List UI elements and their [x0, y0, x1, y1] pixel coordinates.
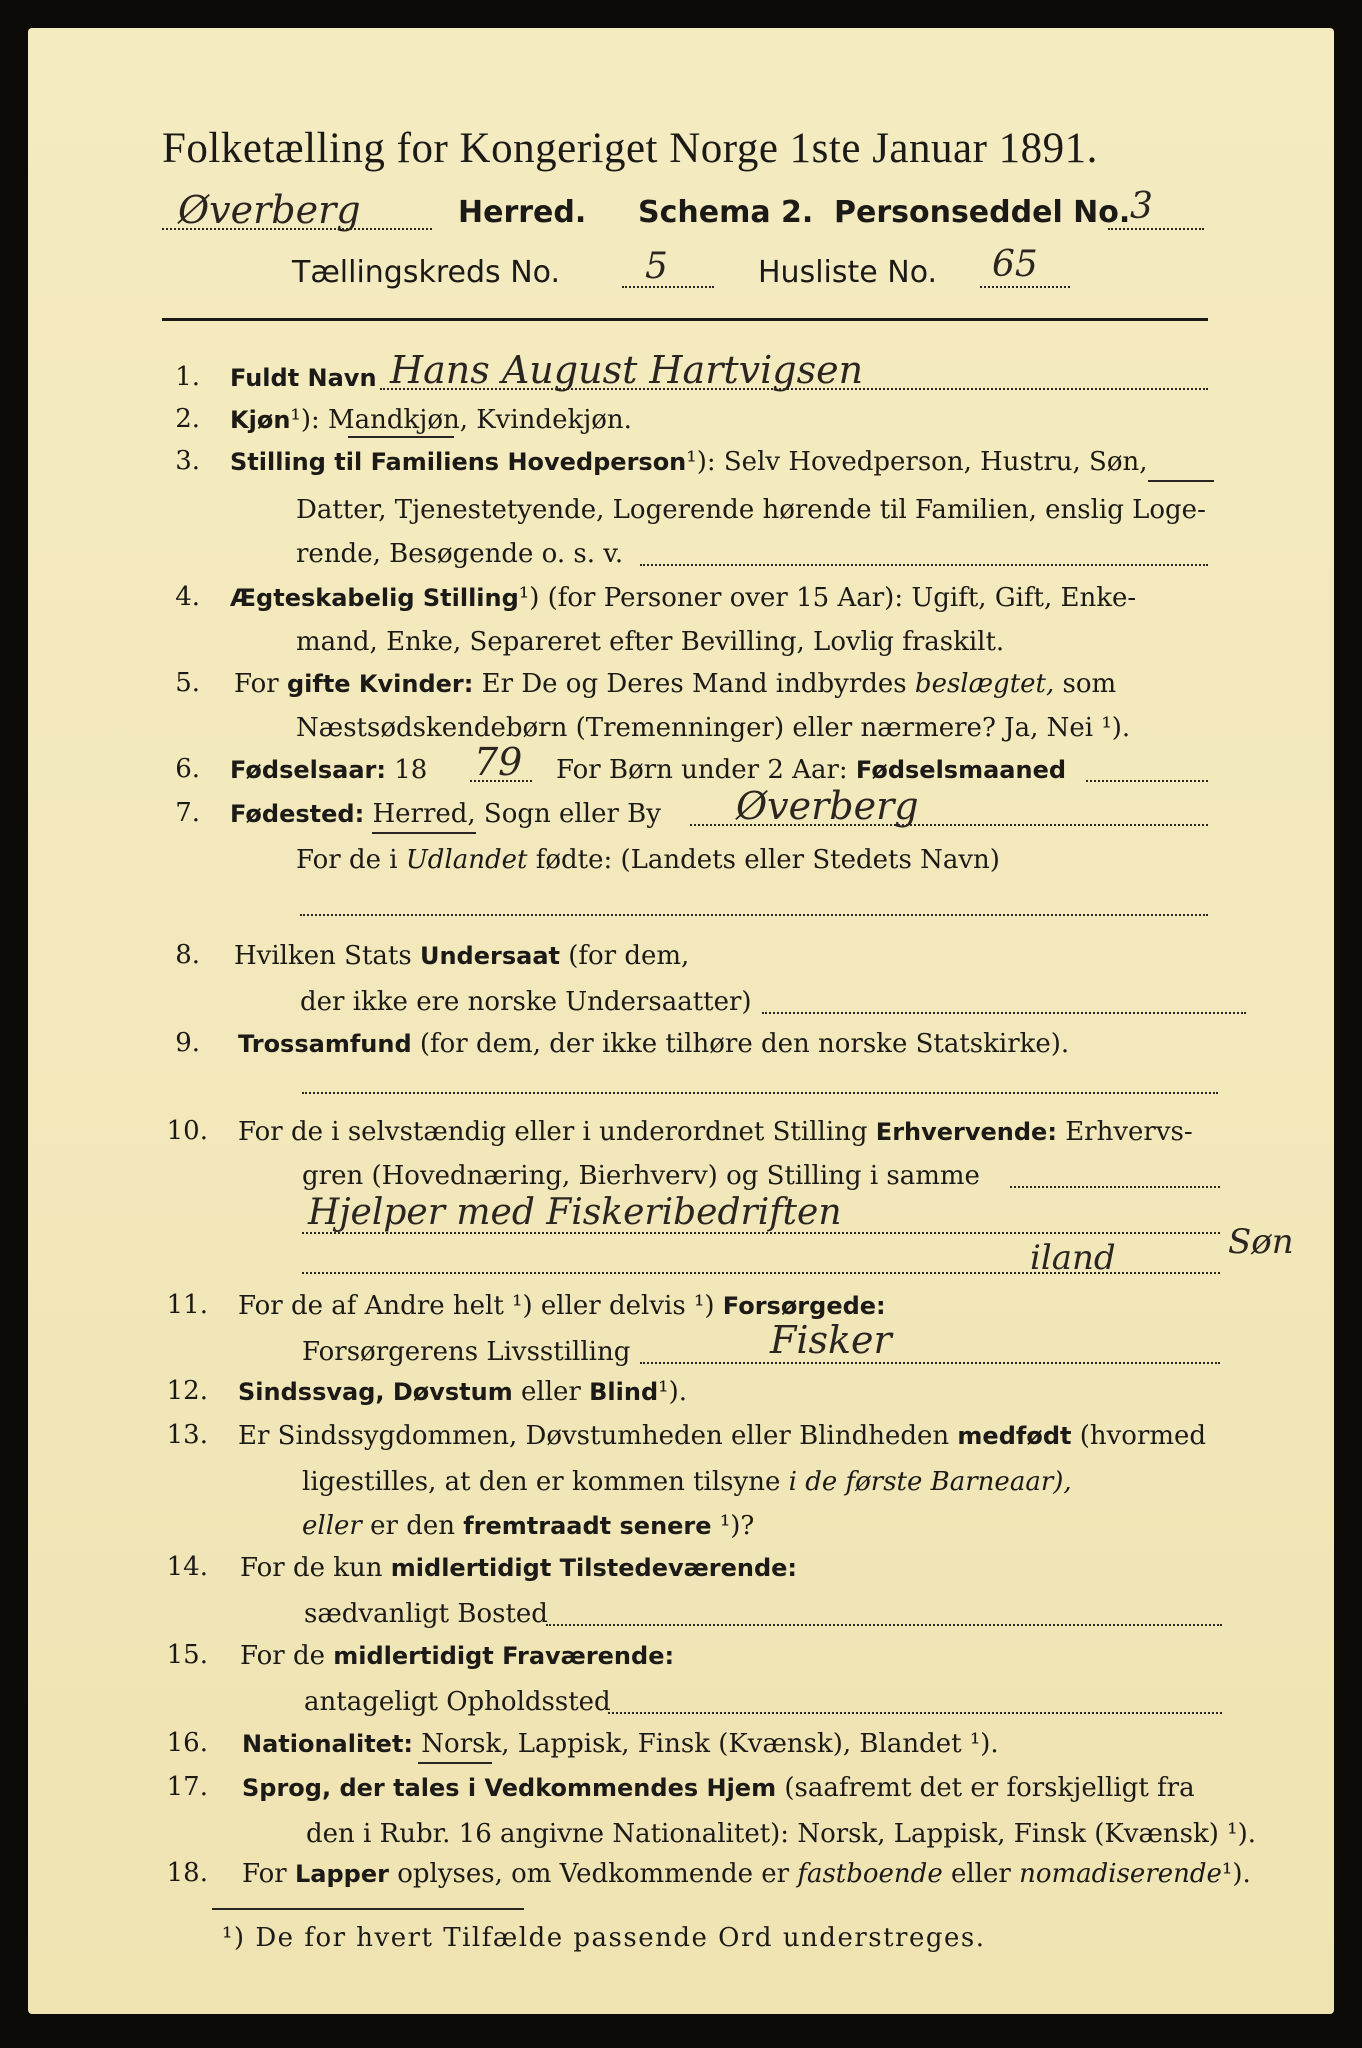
q10-row [238, 1112, 1193, 1152]
q12-label: Sindssvag, Døvstum [238, 1378, 513, 1406]
q7-row [230, 794, 661, 834]
q10-dotted-line-2 [302, 1232, 1220, 1234]
q16-label: Nationalitet: [242, 1730, 414, 1758]
q11-label: Forsørgede: [722, 1292, 886, 1320]
q3-number: 3. [175, 446, 200, 476]
header-rule [162, 318, 1208, 321]
q17-number: 17. [166, 1772, 208, 1802]
q7-text2-italic: Udlandet [405, 845, 528, 875]
q1-row [230, 358, 377, 398]
q13-text2: ligestilles, at den er kommen tilsyne [302, 1467, 781, 1497]
q14-text-line2: sædvanligt Bosted [304, 1599, 548, 1629]
q1-label: Fuldt Navn [230, 364, 377, 392]
q15-row [240, 1636, 674, 1676]
q3-row [230, 442, 1148, 482]
footnote: ¹) De for hvert Tilfælde passende Ord understreges. [222, 1923, 986, 1953]
q5-text-line2: Næstsødskendebørn (Tremenninger) eller nærmere? Ja, Nei ¹). [296, 713, 1131, 743]
q10-text-end: Erhvervs- [1065, 1117, 1193, 1147]
q16-text: Norsk, Lappisk, Finsk (Kvænsk), Blandet ¹). [421, 1729, 999, 1759]
q5-text-end: som [1062, 669, 1117, 699]
q16-number: 16. [166, 1728, 208, 1758]
q14-number: 14. [166, 1552, 208, 1582]
form-title: Folketælling for Kongeriget Norge 1ste Januar 1891. [162, 125, 1098, 172]
q14-dotted-line [546, 1624, 1222, 1626]
q4-text-line2: mand, Enke, Separeret efter Bevilling, Lovlig fraskilt. [296, 627, 1005, 657]
q12-text: eller [521, 1377, 581, 1407]
q5-row [234, 664, 1116, 704]
q3-dotted-line [640, 564, 1208, 566]
q5-text-italic: beslægtet, [914, 669, 1055, 699]
q7-row2 [296, 840, 1000, 880]
q8-label: Undersaat [419, 942, 560, 970]
q7-text2b: fødte: (Landets eller Stedets Navn) [535, 845, 1000, 875]
q18-italic-2: nomadiserende [1019, 1859, 1222, 1889]
q1-dotted-line [380, 388, 1208, 390]
q6-year-handwritten: 79 [474, 740, 523, 784]
q4-text: ¹) (for Personer over 15 Aar): Ugift, Gift, Enke- [518, 583, 1137, 613]
q7-place-handwritten: Øverberg [736, 784, 919, 828]
q6-year-dotted-line [470, 780, 532, 782]
q5-number: 5. [175, 668, 200, 698]
personseddel-number: 3 [1130, 186, 1153, 227]
q15-text: For de [240, 1641, 325, 1671]
q7-text2a: For de i [296, 845, 398, 875]
q7-dotted-line [690, 824, 1208, 826]
q2-row [230, 400, 632, 440]
q18-label: Lapper [294, 1860, 389, 1888]
q6-text2: For Børn under 2 Aar: [556, 755, 848, 785]
q18-number: 18. [166, 1858, 208, 1888]
q12-text-end: ¹). [658, 1377, 687, 1407]
q15-label: midlertidigt Fraværende: [333, 1642, 675, 1670]
q18-text-mid: oplyses, om Vedkommende er [397, 1859, 790, 1889]
q13-text-end: (hvormed [1079, 1421, 1207, 1451]
q2-label: Kjøn [230, 406, 291, 434]
q17-label: Sprog, der tales i Vedkommendes Hjem [242, 1774, 777, 1802]
q3-text-line3: rende, Besøgende o. s. v. [296, 539, 624, 569]
q13-row [238, 1416, 1206, 1456]
schema-label: Schema 2. [638, 195, 814, 230]
personseddel-dotted-line [1108, 228, 1204, 230]
q3-son-underline [1148, 480, 1214, 482]
q10-text: For de i selvstændig eller i underordnet Stilling [238, 1117, 868, 1147]
q18-text: For [242, 1859, 287, 1889]
q3-text-line2: Datter, Tjenestetyende, Logerende hørende til Familien, enslig Loge- [296, 495, 1206, 525]
q7-number: 7. [175, 798, 200, 828]
herred-handwritten: Øverberg [178, 188, 361, 232]
q8-dotted-line [762, 1012, 1246, 1014]
q17-text: (saafremt det er forskjelligt fra [784, 1773, 1195, 1803]
q6-century: 18 [394, 755, 428, 785]
husliste-number: 65 [992, 244, 1038, 285]
q13-number: 13. [166, 1420, 208, 1450]
q7-herred-underline [372, 832, 476, 834]
q10-iland-handwritten: iland [1030, 1238, 1116, 1278]
q4-number: 4. [175, 582, 200, 612]
q7-foreign-dotted-line [300, 914, 1208, 916]
q2-mandkjon-underline [348, 436, 454, 438]
q13-label: medfødt [957, 1422, 1072, 1450]
q11-number: 11. [166, 1290, 208, 1320]
q6-month-dotted-line [1086, 780, 1208, 782]
q11-text-line2: Forsørgerens Livsstilling [302, 1337, 631, 1367]
q17-row [242, 1768, 1195, 1808]
q10-label: Erhvervende: [875, 1118, 1057, 1146]
q13-text: Er Sindssygdommen, Døvstumheden eller Blindheden [238, 1421, 950, 1451]
q13-text2-italic: i de første Barneaar), [788, 1467, 1072, 1497]
q13-text3-end: ¹)? [719, 1511, 755, 1541]
q12-row [238, 1372, 687, 1412]
kreds-number: 5 [645, 246, 668, 287]
herred-label: Herred. [458, 195, 587, 230]
q4-row [230, 578, 1136, 618]
q5-pre: For [234, 669, 279, 699]
footnote-rule [212, 1908, 524, 1910]
q16-row [242, 1724, 999, 1764]
q13-text3-italic: eller [302, 1511, 362, 1541]
q6-row [230, 750, 427, 790]
q17-text-line2: den i Rubr. 16 angivne Nationalitet): Norsk, Lappisk, Finsk (Kvænsk) ¹). [306, 1819, 1257, 1849]
q13-row2 [302, 1462, 1072, 1502]
q2-number: 2. [175, 404, 200, 434]
q10-dotted-line-3 [302, 1272, 1220, 1274]
q11-text: For de af Andre helt ¹) eller delvis ¹) [238, 1291, 715, 1321]
q14-row [240, 1548, 797, 1588]
q8-number: 8. [175, 940, 200, 970]
q5-label: gifte Kvinder: [286, 670, 474, 698]
q13-label3: fremtraadt senere [463, 1512, 712, 1540]
q7-label: Fødested: [230, 800, 365, 828]
q9-label: Trossamfund [238, 1030, 412, 1058]
q6-label2: Fødselsmaaned [855, 756, 1067, 784]
q14-label: midlertidigt Tilstedeværende: [390, 1554, 798, 1582]
q16-norsk-underline [418, 1762, 492, 1764]
q9-dotted-line [302, 1092, 1218, 1094]
q8-text-line2: der ikke ere norske Undersaatter) [300, 987, 752, 1017]
kreds-label: Tællingskreds No. [292, 255, 560, 290]
husliste-label: Husliste No. [758, 255, 938, 290]
q10-occupation-handwritten: Hjelper med Fiskeribedriften [308, 1192, 842, 1233]
q15-number: 15. [166, 1640, 208, 1670]
q4-label: Ægteskabelig Stilling [230, 584, 519, 612]
q8-row [234, 936, 689, 976]
q10-number: 10. [166, 1116, 208, 1146]
herred-dotted-line [162, 228, 432, 230]
q10-son-handwritten: Søn [1228, 1222, 1294, 1262]
q13-row3 [302, 1506, 754, 1546]
q8-text: Hvilken Stats [234, 941, 412, 971]
q9-row [238, 1024, 1069, 1064]
husliste-dotted-line [980, 286, 1070, 288]
q3-label: Stilling til Familiens Hovedperson [230, 448, 687, 476]
q5-text: Er De og Deres Mand indbyrdes [481, 669, 907, 699]
q2-text: ¹): Mandkjøn, Kvindekjøn. [290, 405, 632, 435]
q10-dotted-line-1 [1010, 1186, 1220, 1188]
q11-occupation-handwritten: Fisker [770, 1318, 892, 1362]
q12-number: 12. [166, 1376, 208, 1406]
q1-number: 1. [175, 362, 200, 392]
q18-text-mid2: eller [950, 1859, 1011, 1889]
q11-dotted-line [640, 1362, 1220, 1364]
q7-text: Herred, Sogn eller By [372, 799, 661, 829]
q18-text-end: ¹). [1221, 1859, 1251, 1889]
q1-name-handwritten: Hans August Hartvigsen [390, 348, 864, 392]
q8-text-end: (for dem, [568, 941, 690, 971]
q9-text: (for dem, der ikke tilhøre den norske Statskirke). [419, 1029, 1070, 1059]
q15-text-line2: antageligt Opholdssted [304, 1687, 611, 1717]
q3-text: ¹): Selv Hovedperson, Hustru, Søn, [686, 447, 1148, 477]
q12-label2: Blind [589, 1378, 659, 1406]
q13-text3: er den [370, 1511, 455, 1541]
q6-number: 6. [175, 754, 200, 784]
kreds-dotted-line [622, 286, 714, 288]
q10-text-line2: gren (Hovednæring, Bierhverv) og Stilling i samme [302, 1161, 980, 1191]
q6-label: Fødselsaar: [230, 756, 386, 784]
q14-text: For de kun [240, 1553, 383, 1583]
personseddel-label: Personseddel No. [834, 195, 1131, 230]
q18-italic-1: fastboende [797, 1859, 943, 1889]
q18-row [242, 1854, 1251, 1894]
q15-dotted-line [608, 1712, 1222, 1714]
q9-number: 9. [175, 1028, 200, 1058]
